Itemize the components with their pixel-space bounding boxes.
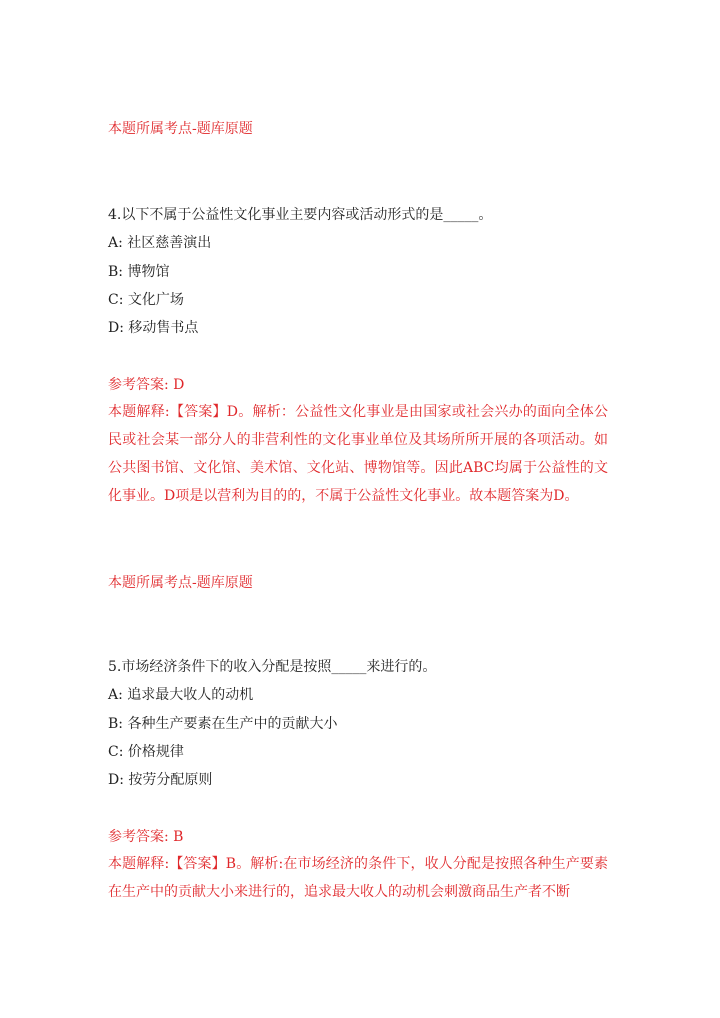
option-b: B: 博物馆 [108,264,170,280]
option-a: A: 追求最大收人的动机 [108,687,254,703]
answer-label: 参考答案: D [108,377,185,393]
explanation-text: 本题解释:【答案】D。解析：公益性文化事业是由国家或社会兴办的面向全体公民或社会某一部分人的非营利性的文化事业单位及其场所所开展的各项活动。如公共图书馆、文化馆、美术馆、文化站、博物馆等。因此ABC均属于公益性的文化事业。D项是以营利为目的的，不属于公益性文化事业。故本题答案为D。 [108,404,608,504]
explanation-text: 本题解释:【答案】B。解析:在市场经济的条件下，收人分配是按照各种生产要素在生产中的贡献大小来进行的，追求最大收人的动机会刺激商品生产者不断 [108,856,608,900]
source-label: 本题所属考点-题库原题 [108,121,253,137]
answer-label: 参考答案: B [108,829,184,845]
option-d: D: 移动售书点 [108,320,199,336]
source-label: 本题所属考点-题库原题 [108,575,253,591]
option-b: B: 各种生产要素在生产中的贡献大小 [108,716,338,732]
option-d: D: 按劳分配原则 [108,772,213,788]
option-c: C: 文化广场 [108,292,184,308]
option-a: A: 社区慈善演出 [108,235,212,251]
question-text: 4.以下不属于公益性文化事业主要内容或活动形式的是_____。 [108,207,493,223]
question-text: 5.市场经济条件下的收入分配是按照_____来进行的。 [108,659,437,675]
option-c: C: 价格规律 [108,744,184,760]
